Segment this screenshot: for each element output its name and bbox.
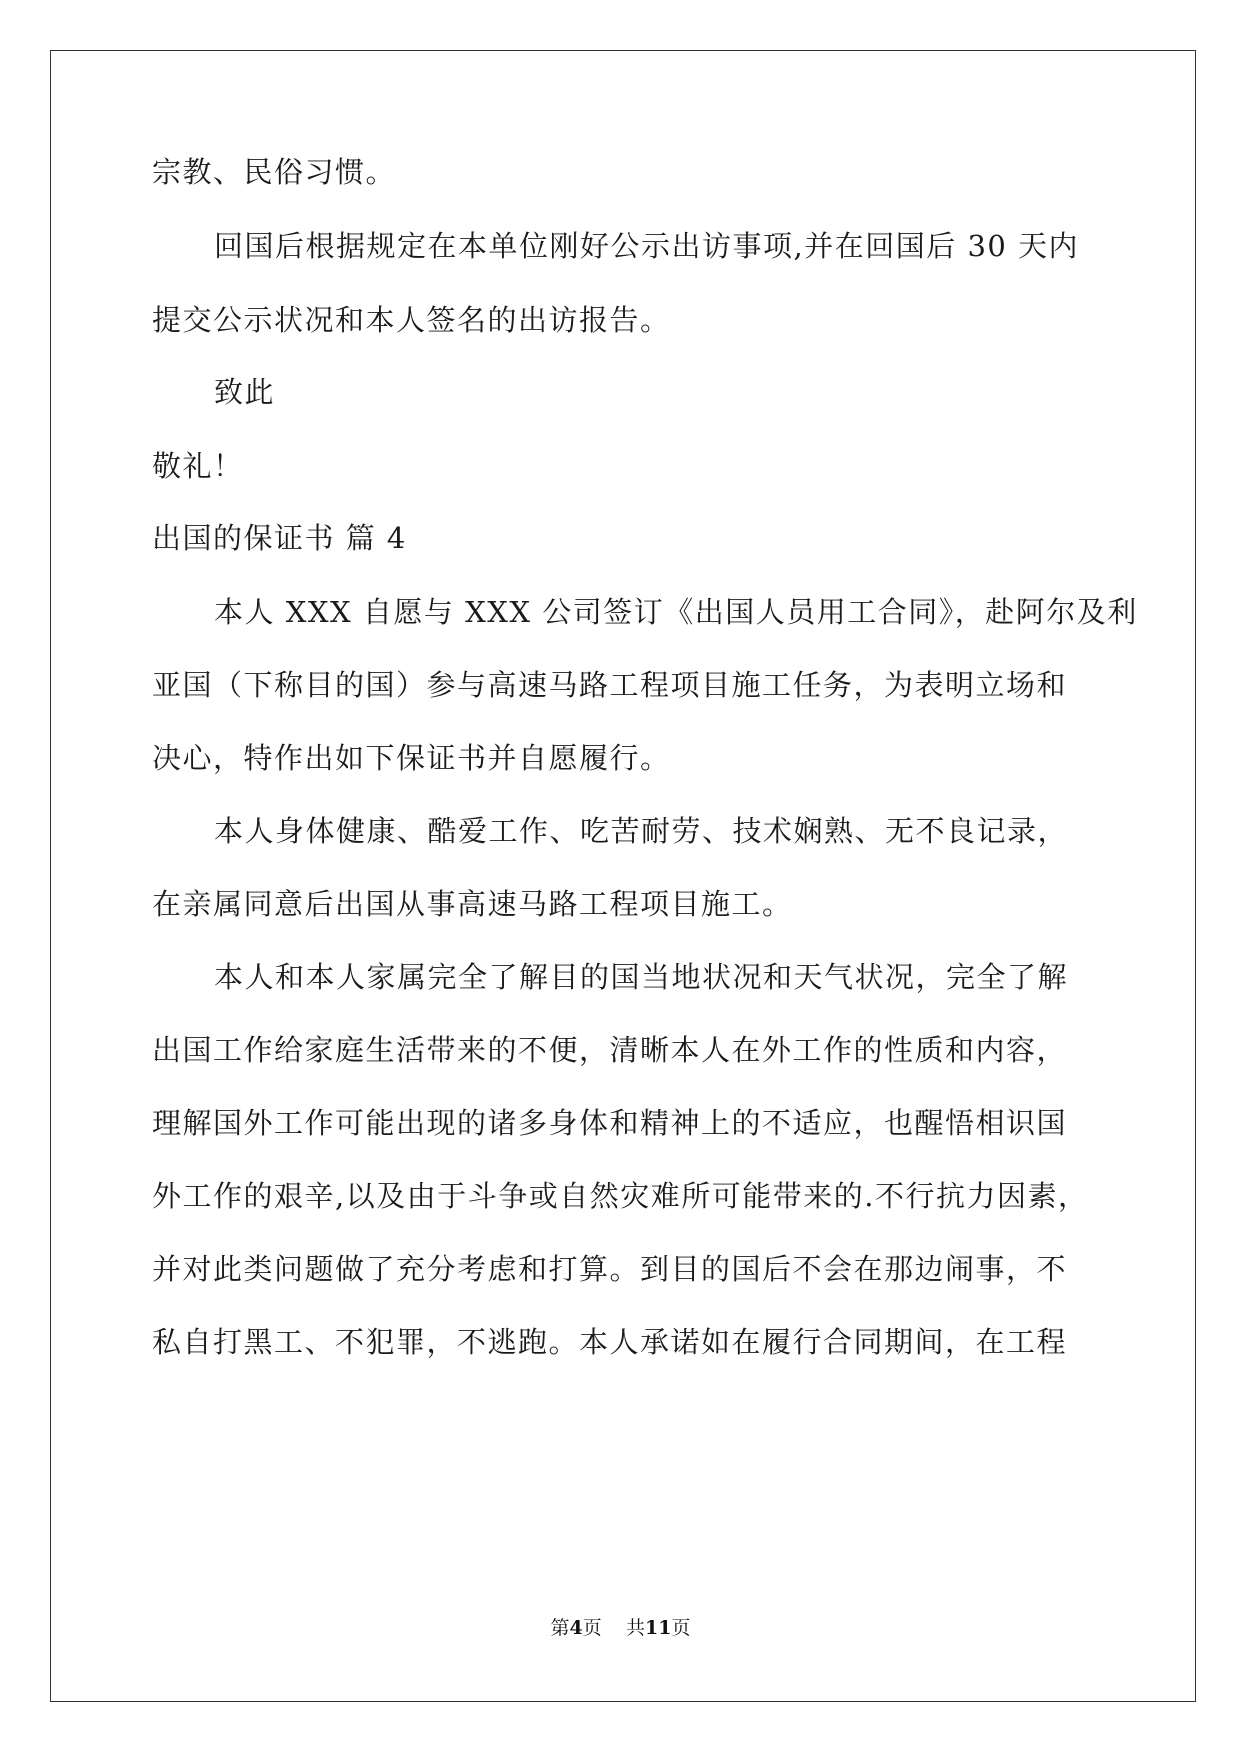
- text-line-13: 出国工作给家庭生活带来的不便，清晰本人在外工作的性质和内容，: [152, 1033, 1068, 1067]
- page-border: [50, 50, 1196, 1702]
- text-line-12: 本人和本人家属完全了解目的国当地状况和天气状况，完全了解: [214, 960, 1069, 994]
- text-line-16: 并对此类问题做了充分考虑和打算。到目的国后不会在那边闹事，不: [152, 1252, 1068, 1286]
- footer-total-pages: 11: [644, 1617, 672, 1639]
- page-footer: [0, 1616, 1241, 1640]
- footer-total-unit: 页: [671, 1617, 691, 1639]
- footer-total-prefix: 共: [625, 1617, 645, 1639]
- footer-prefix: 第: [550, 1617, 570, 1639]
- text-line-1: 宗教、民俗习惯。: [152, 155, 397, 189]
- text-line-15: 外工作的艰辛,以及由于斗争或自然灾难所可能带来的.不行抗力因素，: [152, 1179, 1089, 1213]
- text-line-4: 致此: [214, 375, 276, 409]
- footer-page-unit: 页: [582, 1617, 602, 1639]
- text-line-7: 本人 XXX 自愿与 XXX 公司签订《出国人员用工合同》，赴阿尔及利: [214, 595, 1138, 629]
- text-line-11: 在亲属同意后出国从事高速马路工程项目施工。: [152, 887, 793, 921]
- text-line-2: 回国后根据规定在本单位刚好公示出访事项,并在回国后 30 天内: [214, 229, 1080, 263]
- footer-page-number: 4: [569, 1617, 583, 1639]
- section-heading: 出国的保证书 篇 4: [152, 521, 407, 555]
- text-line-3: 提交公示状况和本人签名的出访报告。: [152, 303, 671, 337]
- text-line-9: 决心，特作出如下保证书并自愿履行。: [152, 741, 671, 775]
- text-line-5: 敬礼！: [152, 449, 244, 483]
- text-line-10: 本人身体健康、酷爱工作、吃苦耐劳、技术娴熟、无不良记录，: [214, 814, 1069, 848]
- text-line-8: 亚国（下称目的国）参与高速马路工程项目施工任务，为表明立场和: [152, 668, 1068, 702]
- text-line-17: 私自打黑工、不犯罪，不逃跑。本人承诺如在履行合同期间，在工程: [152, 1325, 1068, 1359]
- text-line-14: 理解国外工作可能出现的诸多身体和精神上的不适应，也醒悟相识国: [152, 1106, 1068, 1140]
